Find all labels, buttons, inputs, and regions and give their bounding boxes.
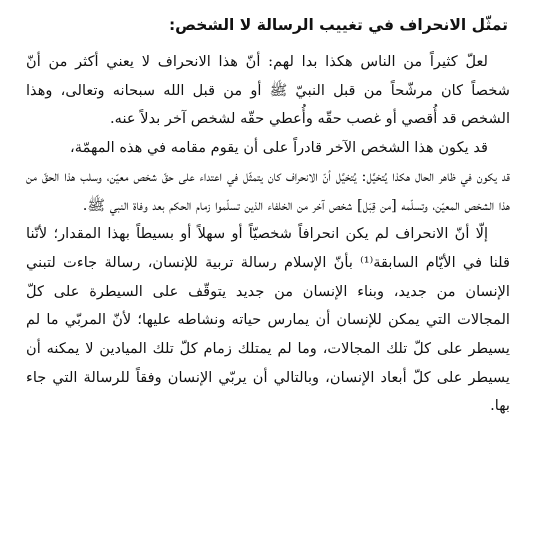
paragraph-3: قد يكون في ظاهر الحال هكذا يُتخيَّل: يُتخيَّل أنّ الانحراف كان يتمثّل في اعتداء على حقّ شخص معيّن، وسلب هذا الحقّ من هذا الشخص المعيّن، وتسلّمه [من قِبَل] شخص آخر من الخلفاء الذين تسلّموا زمام الحكم بعد وفاة النبي ﷺ. — [26, 167, 510, 214]
paragraph-2: قد يكون هذا الشخص الآخر قادراً على أن يقوم مقامه في هذه المهمّة، — [70, 139, 488, 157]
paragraph-4: إلّا أنّ الانحراف لم يكن انحرافاً شخصيّاً أو سهلاً أو بسيطاً بهذا المقدار؛ لأنّنا قلنا في الأيّام السابقة⁽¹⁾ بأنّ الإسلام رسالة تربية للإنسان، رسالة جاءت لتبني الإنسان من جديد، وبناء الإنسان من جديد يتوقّف على السيطرة على كلّ المجالات التي يمكن للإنسان أن يمارس حياته ونشاطه عليها؛ لأنّ المربّي ما لم يسيطر على كلّ تلك المجالات، وما لم يمتلك زمام كلّ تلك الميادين لا يمكنه أن يسيطر على كلّ أبعاد الإنسان، وبالتالي أن يربّي الإنسان وفقاً للرسالة التي جاء بها. — [26, 225, 510, 415]
paragraph-1: لعلّ كثيراً من الناس هكذا بدا لهم: أنّ هذا الانحراف لا يعني أكثر من أنّ شخصاً كان مرشّحاً من قبل النبيّ ﷺ أو من قبل الله سبحانه وتعالى، وهذا الشخص قد أُقصي أو غصب حقّه وأُعطي حقّه لشخص آخر بدلاً عنه. — [26, 53, 510, 128]
section-heading: تمثّل الانحراف في تغييب الرسالة لا الشخص: — [168, 16, 508, 34]
